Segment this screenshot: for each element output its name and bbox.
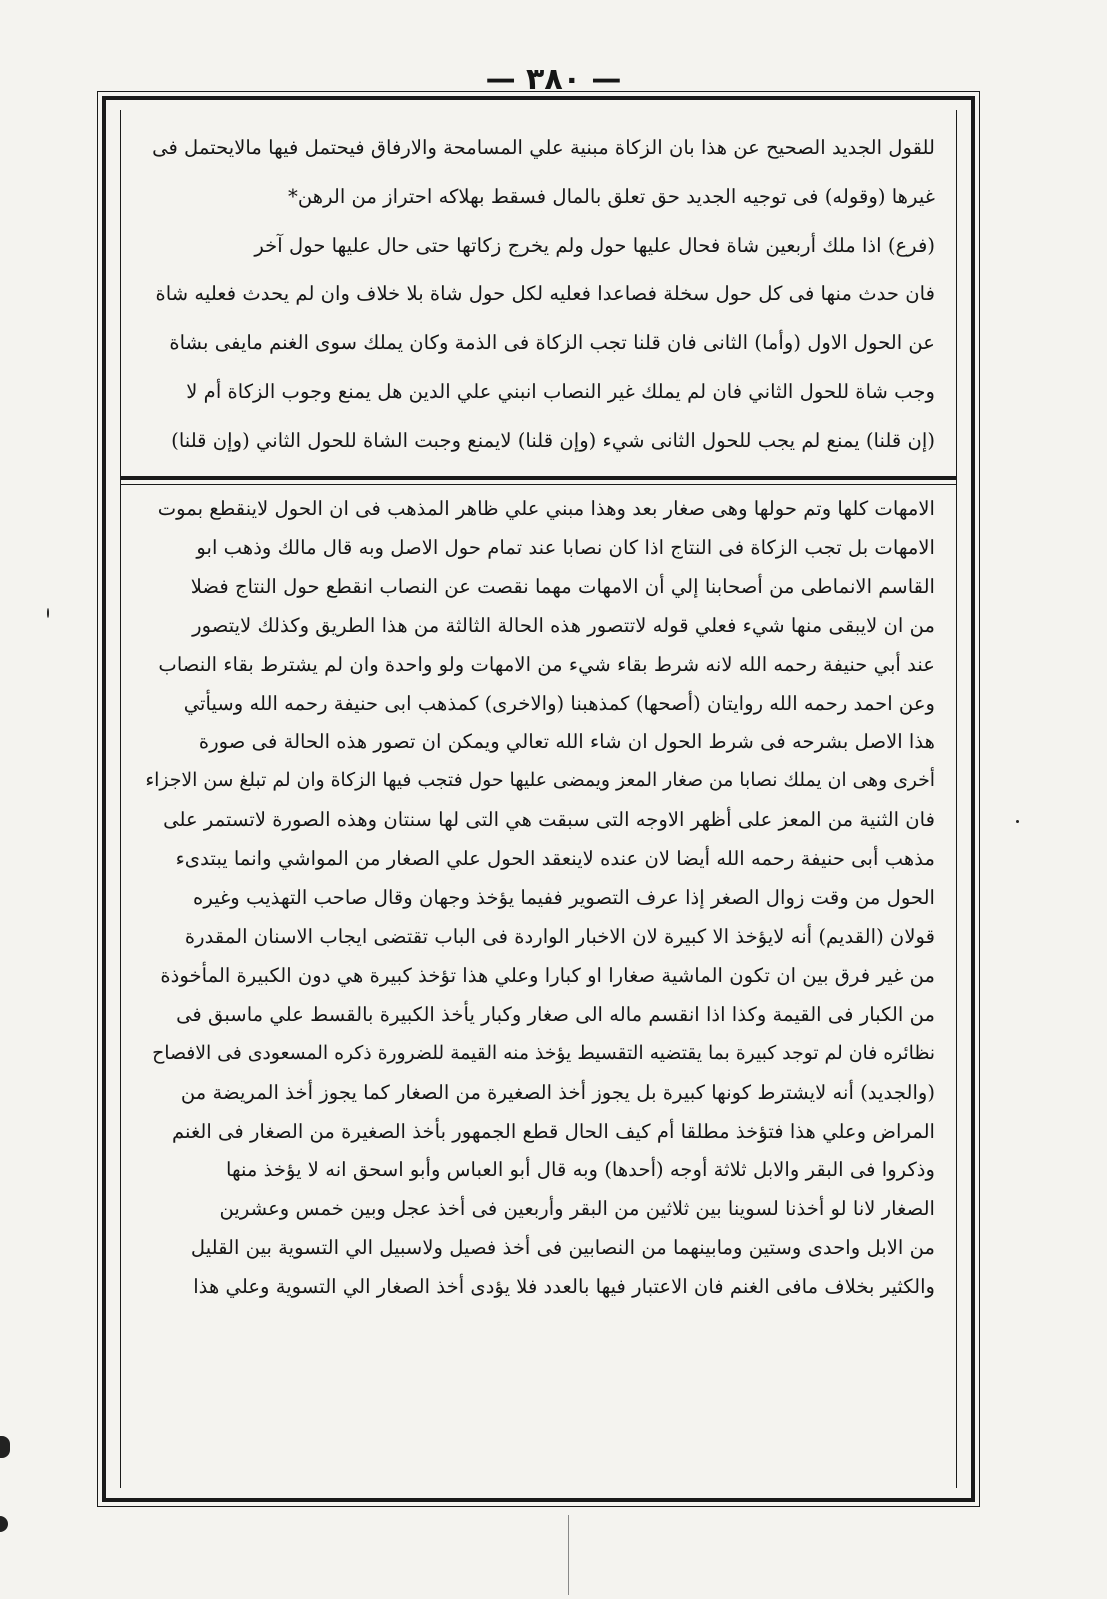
main-text-line: هذا الاصل بشرحه فى شرط الحول ان شاء الله تعالي ويمكن ان تصور هذه الحالة فى صورة: [198, 730, 935, 754]
main-text-block: [140, 490, 935, 1480]
section-divider-thin: [120, 484, 957, 485]
commentary-line: (فرع) اذا ملك أربعين شاة فحال عليها حول ولم يخرج زكاتها حتى حال عليها حول آخر: [254, 233, 935, 257]
main-text-line: قولان (القديم) أنه لايؤخذ الا كبيرة لان الاخبار الواردة فى الباب تقتضى ايجاب الاسنان المقدرة: [184, 924, 935, 948]
commentary-line: وجب شاة للحول الثاني فان لم يملك غير النصاب انبني علي الدين هل يمنع وجوب الزكاة أم لا: [186, 379, 935, 403]
main-text-line: الامهات كلها وتم حولها وهى صغار بعد وهذا مبني علي ظاهر المذهب فى ان الحول لاينقطع بموت: [157, 497, 935, 520]
commentary-line: فان حدث منها فى كل حول سخلة فصاعدا فعليه لكل حول شاة بلا خلاف وان لم يحدث فعليه شاة: [155, 282, 935, 306]
main-text-line: من ان لايبقى منها شيء فعلي قوله لاتتصور هذه الحالة الثالثة من هذا الطريق وكذلك لايتصور: [192, 613, 935, 637]
commentary-line: عن الحول الاول (وأما) الثانى فان قلنا تجب الزكاة فى الذمة وكان يملك سوى الغنم مايفى بشاة: [169, 331, 935, 355]
main-text-line: عند أبي حنيفة رحمه الله لانه شرط بقاء شيء من الامهات ولو واحدة وان لم يشترط بقاء النصاب: [158, 652, 935, 676]
main-text-line: من الابل واحدى وستين ومابينهما من النصابين فى أخذ فصيل ولاسبيل الي التسوية بين القليل: [190, 1236, 935, 1260]
page-number: — ٣٨٠ —: [485, 62, 622, 97]
main-text-line: الامهات بل تجب الزكاة فى النتاج اذا كان نصابا عند تمام حول الاصل وبه قال مالك وذهب ابو: [196, 535, 935, 559]
main-text-line: وذكروا فى البقر والابل ثلاثة أوجه (أحدها) وبه قال أبو العباس وأبو اسحق انه لا يؤخذ منها: [225, 1158, 935, 1182]
scan-speck: [0, 1436, 10, 1458]
page-frame: [102, 96, 975, 1502]
commentary-block: [140, 124, 935, 466]
main-text-line: من الكبار فى القيمة وكذا اذا انقسم ماله الى صغار وكبار يأخذ الكبيرة بالقسط علي ماسبق فى: [176, 1002, 935, 1026]
frame-rule-right: [956, 110, 957, 1488]
section-divider: [120, 476, 957, 480]
main-text-line: أخرى وهى ان يملك نصابا من صغار المعز ويمضى عليها حول فتجب فيها الزكاة وان لم تبلغ سن الاجزاء: [145, 770, 935, 792]
frame-rule-left: [120, 110, 121, 1488]
main-text-line: الصغار لانا لو أخذنا لسوينا بين ثلاثين من البقر وأربعين فى أخذ عجل وبين خمس وعشرين: [219, 1197, 935, 1221]
scan-speck: [47, 608, 49, 618]
main-text-line: من غير فرق بين ان تكون الماشية صغارا او كبارا وعلي هذا تؤخذ كبيرة هي دون الكبيرة المأخوذة: [160, 963, 935, 987]
scan-speck: [1016, 820, 1019, 823]
commentary-line: (إن قلنا) يمنع لم يجب للحول الثانى شيء (وإن قلنا) لايمنع وجبت الشاة للحول الثاني (وإن قلنا): [171, 428, 935, 452]
main-text-line: وعن احمد رحمه الله روايتان (أصحها) كمذهبنا (والاخرى) كمذهب ابى حنيفة رحمه الله وسيأتي: [183, 691, 935, 715]
commentary-line: للقول الجديد الصحيح عن هذا بان الزكاة مبنية علي المسامحة والارفاق فيحتمل فيها مالايحتمل فى: [152, 136, 935, 159]
commentary-line: غيرها (وقوله) فى توجيه الجديد حق تعلق بالمال فسقط بهلاكه احتراز من الرهن*: [288, 184, 935, 208]
main-text-line: (والجديد) أنه لايشترط كونها كبيرة بل يجوز أخذ الصغيرة من الصغار كما يجوز أخذ المريضة من: [180, 1080, 935, 1104]
scan-speck: [0, 1516, 8, 1532]
main-text-line: نظائره فان لم توجد كبيرة بما يقتضيه التقسيط يؤخذ منه القيمة للضرورة ذكره المسعودى فى الافصاح: [152, 1042, 935, 1064]
main-text-line: فان الثنية من المعز على أظهر الاوجه التى سبقت هي التى لها سنتان وهذه الصورة لاتستمر على: [163, 808, 935, 832]
main-text-line: والكثير بخلاف مافى الغنم فان الاعتبار فيها بالعدد فلا يؤدى أخذ الصغار الي التسوية وعلي هذا: [193, 1275, 935, 1299]
main-text-line: المراض وعلي هذا فتؤخذ مطلقا أم كيف الحال قطع الجمهور بأخذ الصغيرة من الصغار فى الغنم: [172, 1119, 935, 1143]
main-text-line: القاسم الانماطى من أصحابنا إلي أن الامهات مهما نقصت عن النصاب انقطع حول النتاج فضلا: [190, 574, 935, 598]
binding-gutter-line: [568, 1515, 569, 1595]
main-text-line: الحول من وقت زوال الصغر إذا عرف التصوير ففيما يؤخذ وجهان وقال صاحب التهذيب وغيره: [193, 886, 935, 910]
main-text-line: مذهب أبى حنيفة رحمه الله أيضا لان عنده لاينعقد الحول علي الصغار من المواشي وانما يبتدىء: [175, 847, 935, 871]
